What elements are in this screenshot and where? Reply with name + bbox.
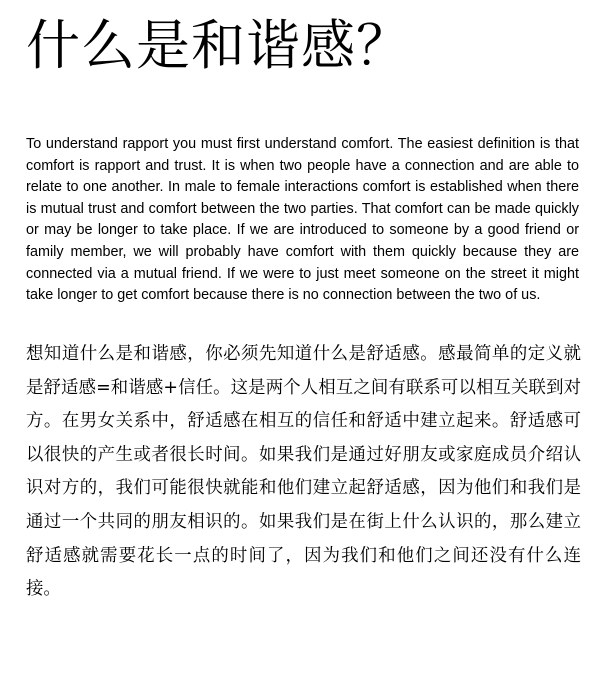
chinese-paragraph: 想知道什么是和谐感，你必须先知道什么是舒适感。感最简单的定义就是舒适感=和谐感+信任。这是两个人相互之间有联系可以相互关联到对方。在男女关系中，舒适感在相互的信任和舒适中建立起来。舒适感可以很快的产生或者很长时间。如果我们是通过好朋友或家庭成员介绍认识对方的，我们可能很快就能和他们建立起舒适感，因为他们和我们是通过一个共同的朋友相识的。如果我们是在街上什么认识的，那么建立舒适感就需要花长一点的时间了，因为我们和他们之间还没有什么连接。 bbox=[26, 344, 581, 600]
page-title: 什么是和谐感？ bbox=[26, 14, 411, 77]
english-paragraph: To understand rapport you must first understand comfort. The easiest definition is that comfort is rapport and trust. It is when two people have a connection and are able to relate to one another. In male to female interactions comfort is established when there is mutual trust and comfort between the two parties. That comfort can be made quickly or may be longer to take place. If we are introduced to someone by a good friend or family member, we will probably have comfort with them quickly because they are connected via a mutual friend. If we were to just meet someone on the street it might take longer to get comfort because there is no connection between the two of us. bbox=[26, 136, 579, 304]
